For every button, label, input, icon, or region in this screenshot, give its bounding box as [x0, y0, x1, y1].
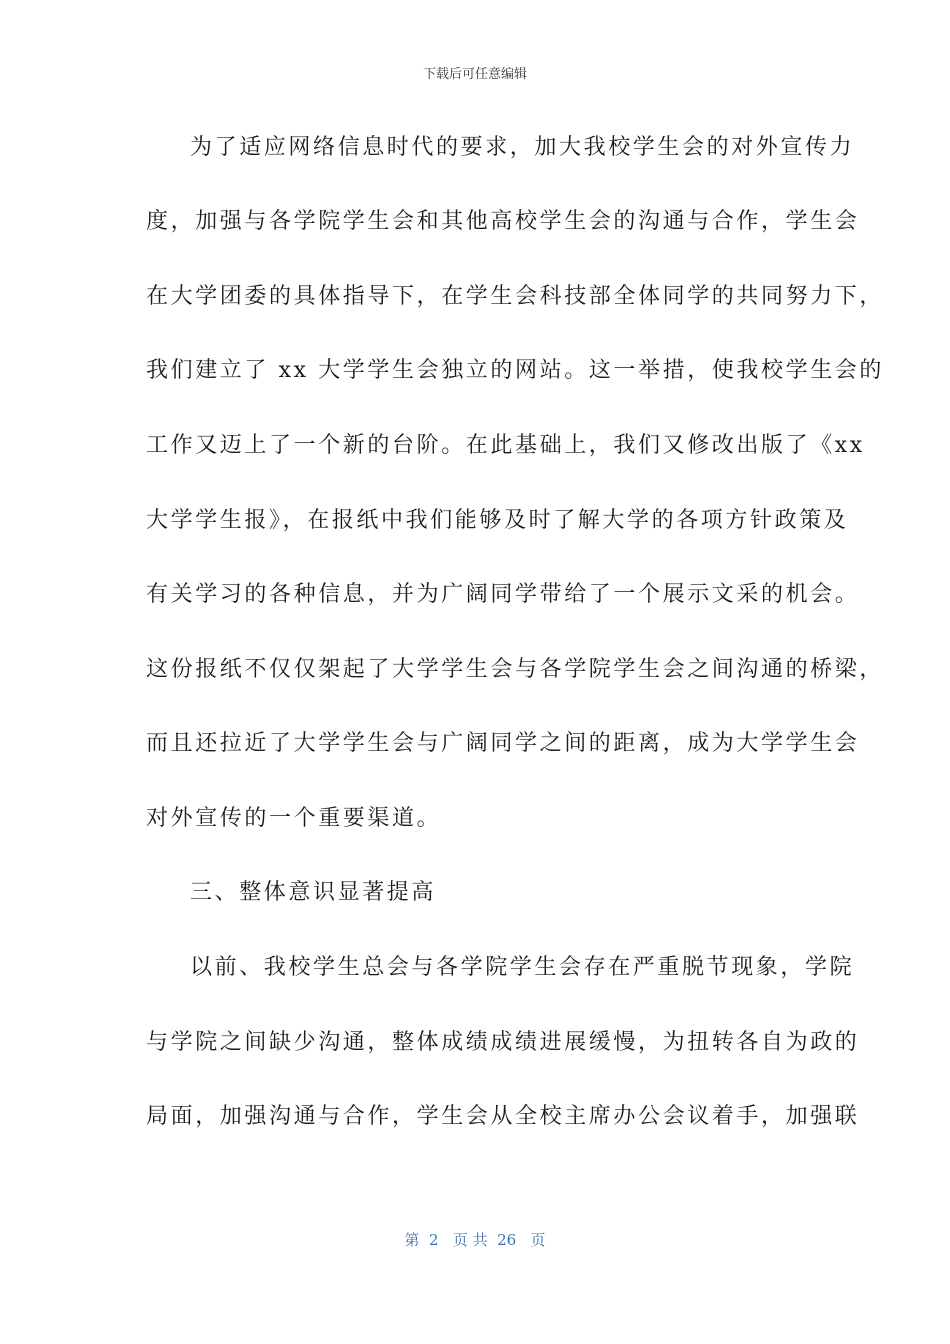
paragraph-line: 我们建立了 xx 大学学生会独立的网站。这一举措，使我校学生会的: [146, 358, 885, 383]
paragraph-line: 在大学团委的具体指导下，在学生会科技部全体同学的共同努力下，: [146, 284, 885, 309]
paragraph-line: 这份报纸不仅仅架起了大学学生会与各学院学生会之间沟通的桥梁，: [146, 657, 885, 682]
paragraph-line: 对外宣传的一个重要渠道。: [146, 806, 442, 831]
paragraph-line: 而且还拉近了大学学生会与广阔同学之间的距离，成为大学学生会: [146, 731, 860, 756]
paragraph-line: 有关学习的各种信息，并为广阔同学带给了一个展示文采的机会。: [146, 582, 860, 607]
paragraph-line: 度，加强与各学院学生会和其他高校学生会的沟通与合作，学生会: [146, 209, 860, 234]
paragraph-line: 大学学生报》，在报纸中我们能够及时了解大学的各项方针政策及: [146, 508, 849, 533]
section-heading: 三、整体意识显著提高: [190, 880, 437, 905]
page-header: 下载后可任意编辑: [422, 67, 527, 82]
paragraph-line: 为了适应网络信息时代的要求，加大我校学生会的对外宣传力: [190, 135, 855, 160]
page-number-footer: 第 2 页 共 26 页: [404, 1231, 546, 1249]
paragraph-line: 以前、我校学生总会与各学院学生会存在严重脱节现象，学院: [190, 955, 855, 980]
paragraph-line: 与学院之间缺少沟通，整体成绩成绩进展缓慢，为扭转各自为政的: [146, 1030, 860, 1055]
paragraph-line: 工作又迈上了一个新的台阶。在此基础上，我们又修改出版了《xx: [146, 433, 865, 458]
paragraph-line: 局面，加强沟通与合作，学生会从全校主席办公会议着手，加强联: [146, 1104, 860, 1129]
